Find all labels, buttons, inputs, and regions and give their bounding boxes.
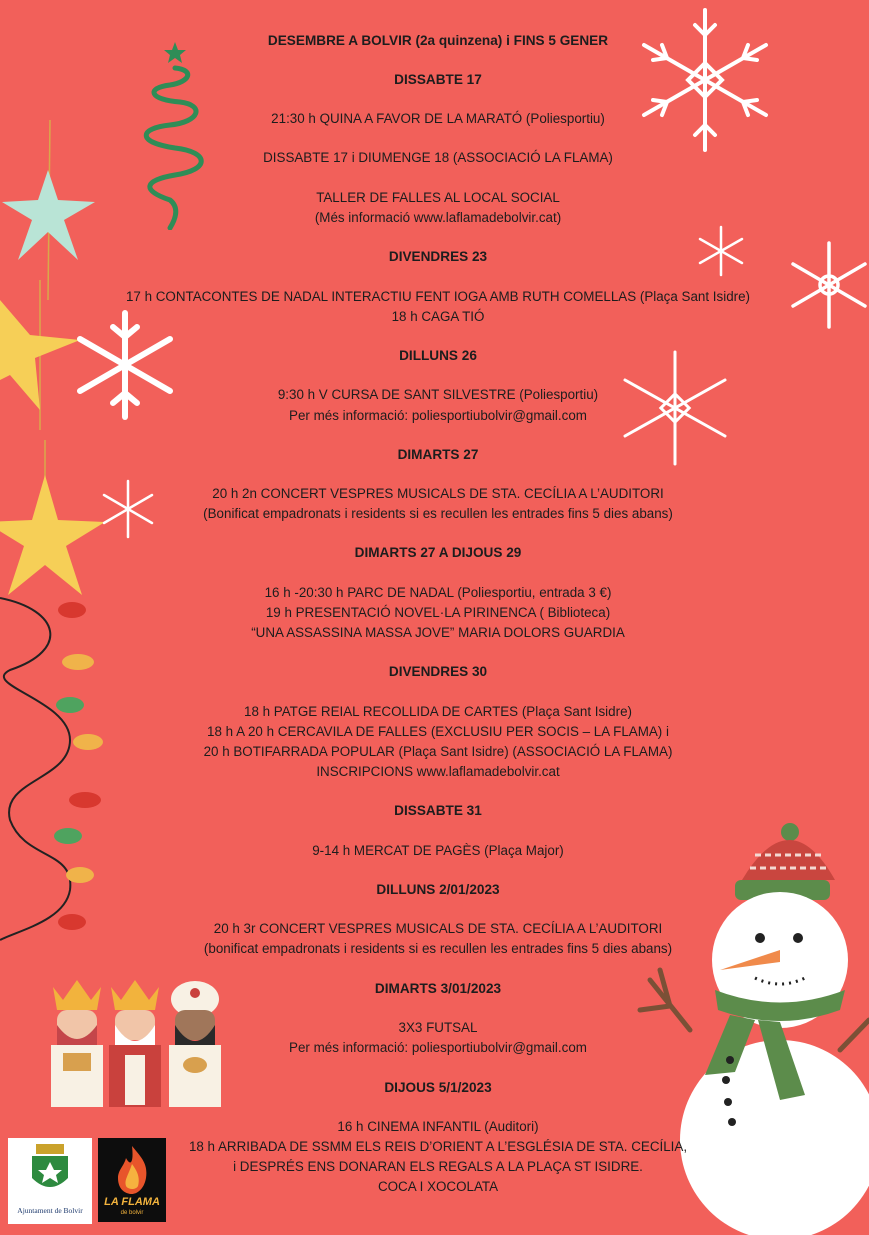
event-line: (Bonificat empadronats i residents si es recullen les entrades fins 5 dies abans) [203,506,673,521]
event-line: TALLER DE FALLES AL LOCAL SOCIAL [316,190,560,205]
event-line: (Més informació www.laflamadebolvir.cat) [314,210,562,225]
ajuntament-logo-text: Ajuntament de Bolvir [17,1206,83,1215]
event-heading: DIVENDRES 23 [388,249,488,264]
big-yellow-star-icon [0,440,110,600]
string-lights-icon [0,590,110,950]
event-heading: DIMARTS 27 A DIJOUS 29 [354,545,522,560]
event-line: 18 h CAGA TIÓ [391,309,485,324]
event-line: Per més informació: poliesportiubolvir@gmail.com [289,1040,587,1055]
poster-title: DESEMBRE A BOLVIR (2a quinzena) i FINS 5 GENER [267,33,609,48]
event-heading: DIMARTS 3/01/2023 [374,981,502,996]
snowflake-icon [790,240,868,330]
event-line: 20 h 3r CONCERT VESPRES MUSICALS DE STA. CECÍLIA A L’AUDITORI [213,921,663,936]
event-line: INSCRIPCIONS www.laflamadebolvir.cat [316,764,560,779]
snowflake-icon [70,310,180,420]
event-line: 9-14 h MERCAT DE PAGÈS (Plaça Major) [312,843,564,858]
la-flama-logo-subtext: de bolvir [120,1210,144,1216]
ajuntament-logo [8,1138,92,1224]
event-line: 17 h CONTACONTES DE NADAL INTERACTIU FENT IOGA AMB RUTH COMELLAS (Plaça Sant Isidre) [125,289,751,304]
event-line: (bonificat empadronats i residents si es recullen les entrades fins 5 dies abans) [203,941,673,956]
event-line: i DESPRÉS ENS DONARAN ELS REGALS A LA PLAÇA ST ISIDRE. [233,1159,643,1174]
event-line: DISSABTE 17 i DIUMENGE 18 (ASSOCIACIÓ LA FLAMA) [263,150,613,165]
event-line: 20 h 2n CONCERT VESPRES MUSICALS DE STA. CECÍLIA A L’AUDITORI [212,486,664,501]
coat-of-arms-icon [8,1138,92,1204]
event-heading: DIJOUS 5/1/2023 [384,1080,492,1095]
event-line: 18 h ARRIBADA DE SSMM ELS REIS D’ORIENT A L’ESGLÉSIA DE STA. CECÍLIA, [188,1139,688,1154]
event-line: 20 h BOTIFARRADA POPULAR (Plaça Sant Isidre) (ASSOCIACIÓ LA FLAMA) [203,744,673,759]
event-line: Per més informació: poliesportiubolvir@gmail.com [289,408,587,423]
event-line: 18 h A 20 h CERCAVILA DE FALLES (EXCLUSIU PER SOCIS – LA FLAMA) i [207,724,669,739]
event-line: 19 h PRESENTACIÓ NOVEL·LA PIRINENCA ( Biblioteca) [265,605,611,620]
event-heading: DILLUNS 2/01/2023 [376,882,500,897]
event-heading: DIMARTS 27 [397,447,479,462]
event-line: COCA I XOCOLATA [377,1179,499,1194]
event-line: 21:30 h QUINA A FAVOR DE LA MARATÓ (Poliesportiu) [271,111,605,126]
event-line: 16 h CINEMA INFANTIL (Auditori) [337,1119,539,1134]
la-flama-logo-text: LA FLAMA [104,1196,160,1208]
event-heading: DIVENDRES 30 [388,664,488,679]
event-heading: DILLUNS 26 [399,348,477,363]
event-line: 16 h -20:30 h PARC DE NADAL (Poliesportiu, entrada 3 €) [264,585,612,600]
event-heading: DISSABTE 31 [394,803,482,818]
event-line: 18 h PATGE REIAL RECOLLIDA DE CARTES (Plaça Sant Isidre) [244,704,632,719]
event-line: 3X3 FUTSAL [398,1020,478,1035]
event-line: “UNA ASSASSINA MASSA JOVE” MARIA DOLORS GUARDIA [251,625,625,640]
event-line: 9:30 h V CURSA DE SANT SILVESTRE (Poliesportiu) [277,387,599,402]
event-heading: DISSABTE 17 [394,72,482,87]
